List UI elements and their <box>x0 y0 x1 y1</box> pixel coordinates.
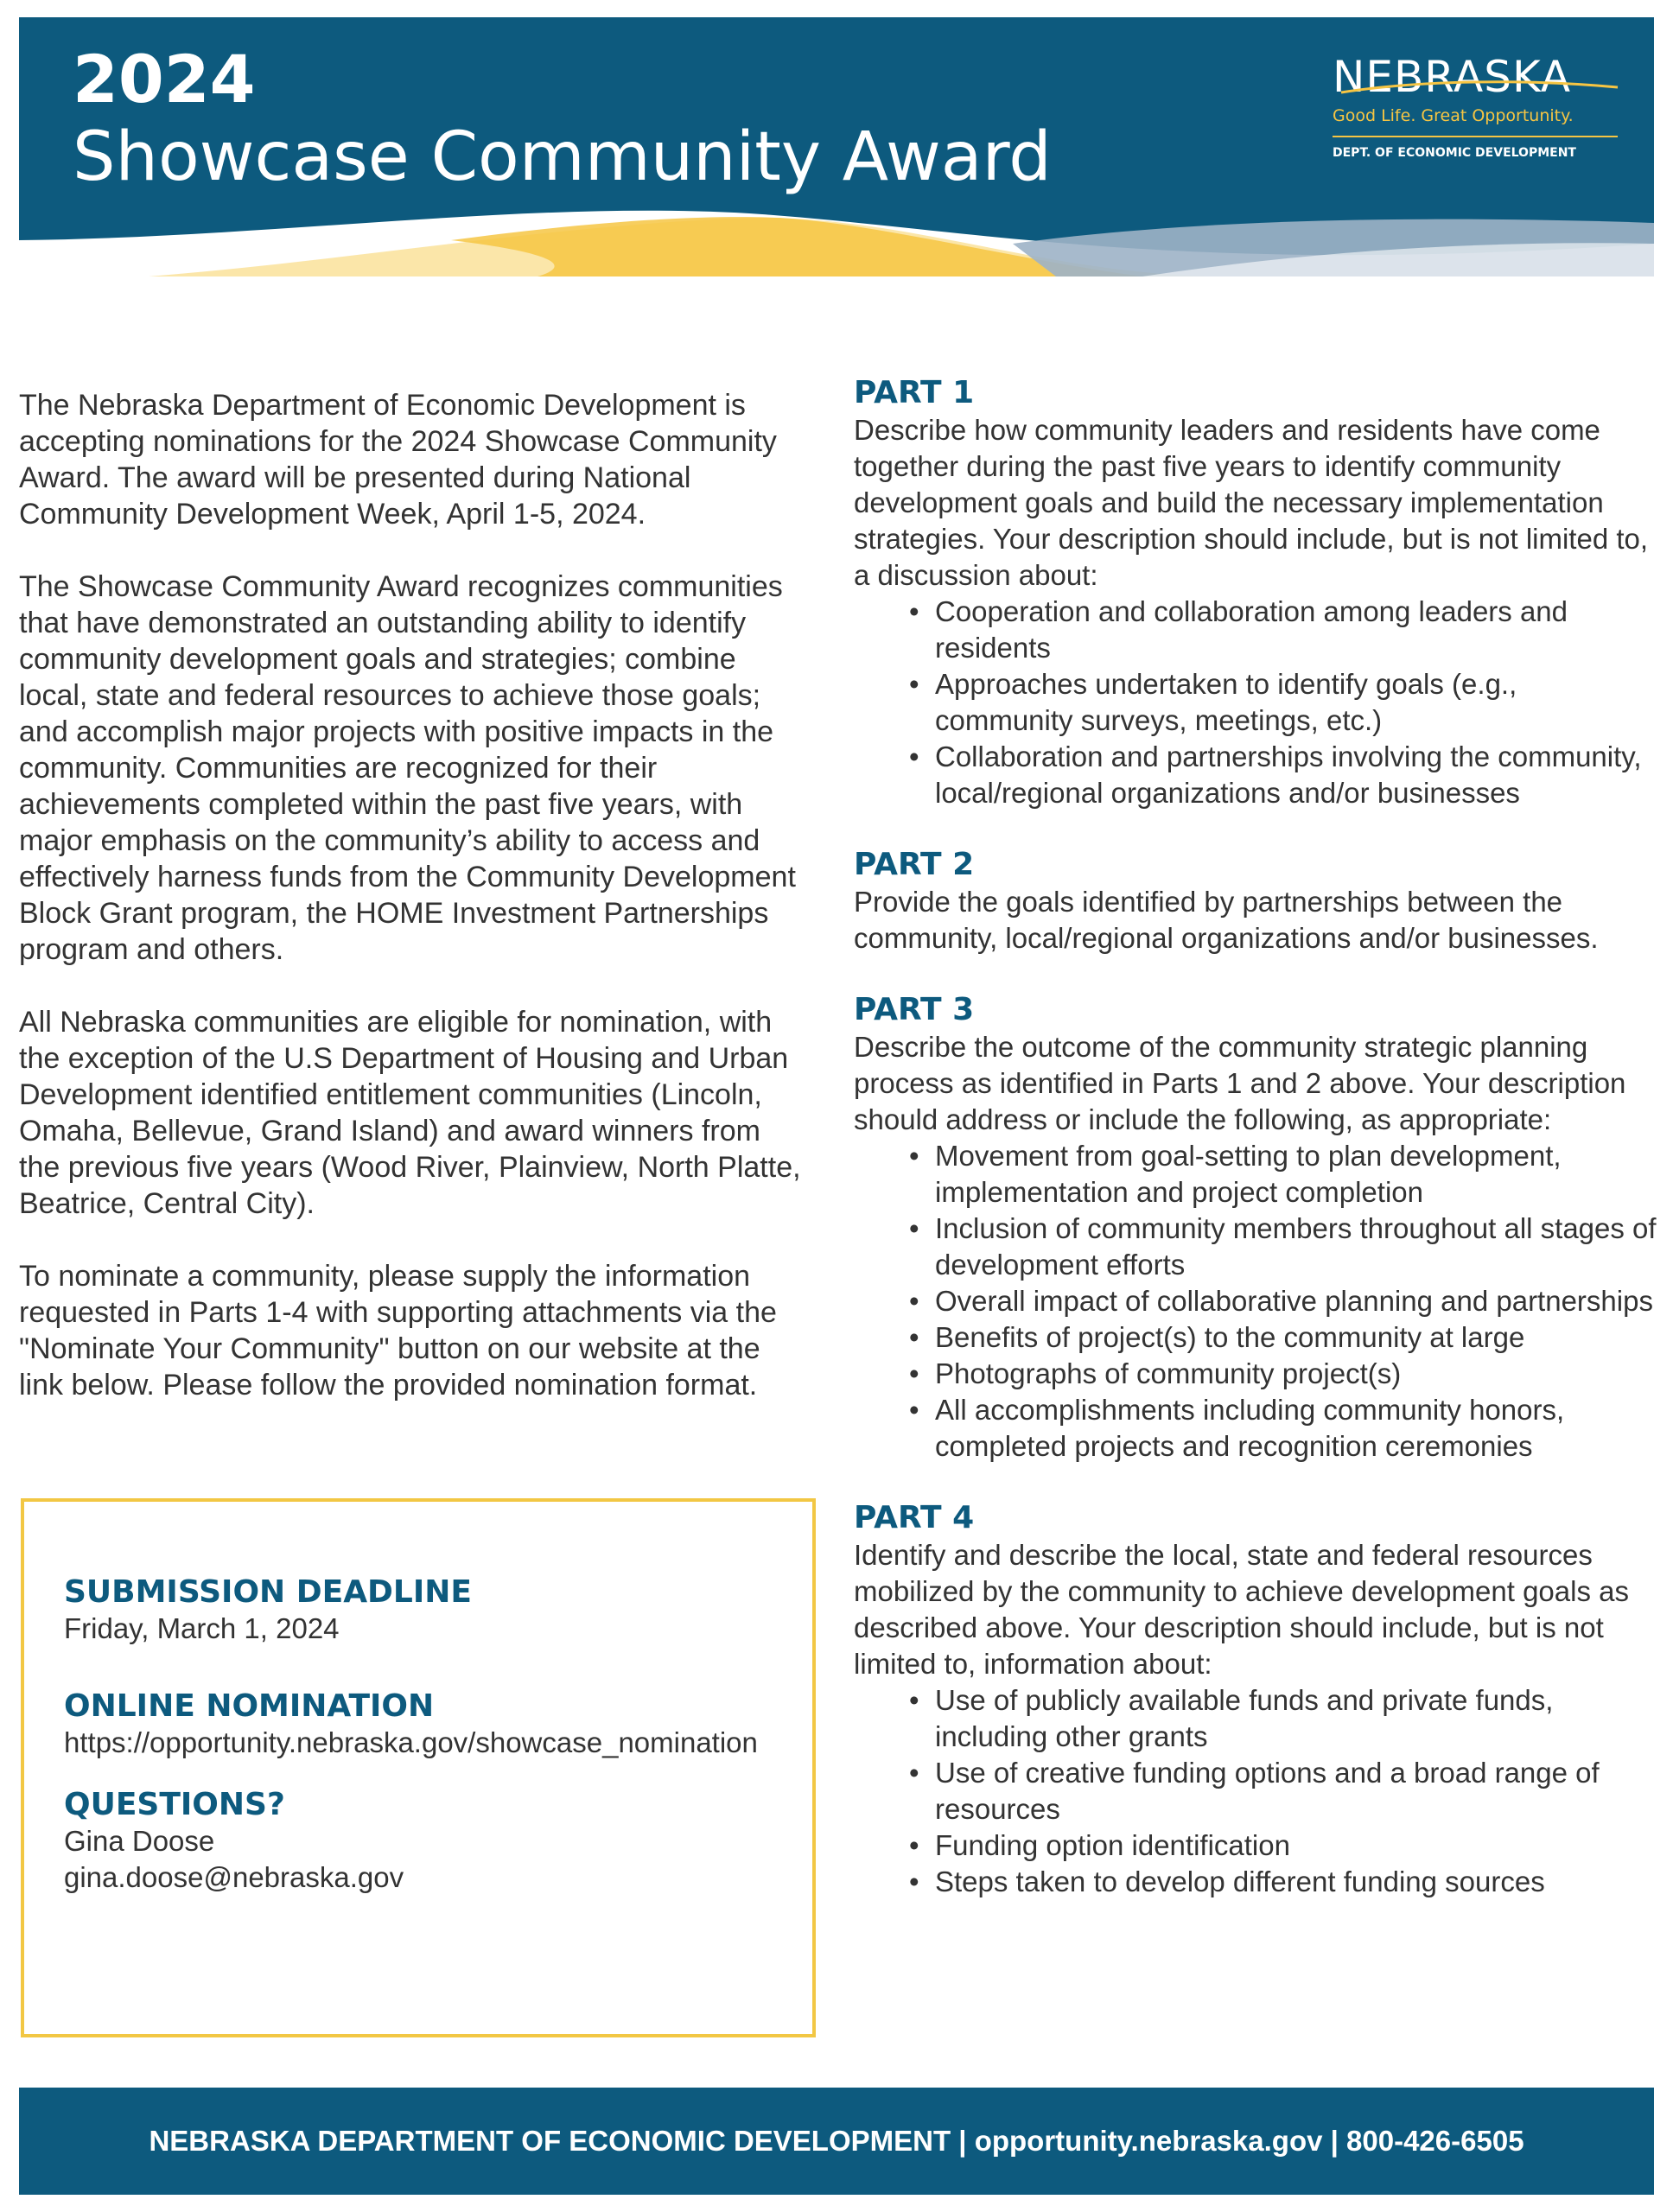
deadline-heading: SUBMISSION DEADLINE <box>64 1574 472 1610</box>
header-title: Showcase Community Award <box>73 118 1052 196</box>
list-item: • Cooperation and collaboration among leaders and residents <box>854 594 1657 666</box>
part-2-section <box>854 846 1657 957</box>
part-3-section <box>854 991 1657 1465</box>
part-1-section <box>854 374 1657 811</box>
submission-info-box <box>21 1498 816 2037</box>
list-item: • Inclusion of community members throughout all stages of development efforts <box>854 1211 1657 1283</box>
part-3-heading: PART 3 <box>854 992 975 1027</box>
intro-paragraph-4: To nominate a community, please supply the information requested in Parts 1-4 with supporting attachments via the "Nominate Your Community" button on our website at the link below. Please follow the provided nomination format. <box>19 1260 777 1402</box>
list-item: • Collaboration and partnerships involving the community, local/regional organizations and/or businesses <box>854 739 1657 811</box>
nebraska-logo <box>1333 54 1626 160</box>
contact-email[interactable]: gina.doose@nebraska.gov <box>64 1861 404 1893</box>
list-item: • Movement from goal-setting to plan development, implementation and project completion <box>854 1138 1657 1211</box>
list-item: • Photographs of community project(s) <box>854 1356 1657 1392</box>
list-item: • All accomplishments including community honors, completed projects and recognition ceremonies <box>854 1392 1657 1465</box>
contact-name: Gina Doose <box>64 1825 215 1857</box>
header-year: 2024 <box>73 41 256 118</box>
intro-paragraph-1: The Nebraska Department of Economic Development is accepting nominations for the 2024 Showcase Community Award. The award will be presented during National Community Development Week, April 1-5, 2024. <box>19 389 777 531</box>
parts-column <box>854 374 1657 1900</box>
intro-column <box>19 387 807 1440</box>
part-4-heading: PART 4 <box>854 1500 975 1535</box>
list-item: • Overall impact of collaborative planning and partnerships <box>854 1283 1657 1319</box>
part-3-body: Describe the outcome of the community strategic planning process as identified in Parts 1 and 2 above. Your description should address or include the following, as appropriate: <box>854 1031 1626 1135</box>
questions-heading: QUESTIONS? <box>64 1787 285 1822</box>
part-4-bullets <box>854 1682 1657 1900</box>
part-1-bullets <box>854 594 1657 811</box>
header-banner <box>19 17 1654 276</box>
logo-tagline: Good Life. Great Opportunity. <box>1333 106 1574 125</box>
list-item: • Approaches undertaken to identify goals (e.g., community surveys, meetings, etc.) <box>854 666 1657 739</box>
part-2-body: Provide the goals identified by partnerships between the community, local/regional organizations and/or businesses. <box>854 886 1599 954</box>
part-3-bullets <box>854 1138 1657 1465</box>
nomination-heading: ONLINE NOMINATION <box>64 1688 435 1724</box>
list-item: • Use of creative funding options and a broad range of resources <box>854 1755 1657 1827</box>
logo-divider <box>1333 136 1618 137</box>
deadline-value: Friday, March 1, 2024 <box>64 1612 340 1644</box>
intro-paragraph-2: The Showcase Community Award recognizes communities that have demonstrated an outstanding ability to identify community development goals and strategies; combine local, state and federal resources to achieve those goals; and accomplish major projects with positive impacts in the community. Communities are recognized for their achievements completed within the past five years, with major emphasis on the community’s ability to access and effectively harness funds from the Community Development Block Grant program, the HOME Investment Partnerships program and others. <box>19 570 796 966</box>
footer-text: NEBRASKA DEPARTMENT OF ECONOMIC DEVELOPMENT | opportunity.nebraska.gov | 800-426-6505 <box>149 2125 1524 2157</box>
list-item: • Steps taken to develop different funding sources <box>854 1864 1657 1900</box>
part-4-section <box>854 1499 1657 1900</box>
part-1-heading: PART 1 <box>854 375 975 410</box>
nomination-link[interactable]: https://opportunity.nebraska.gov/showcase_nomination <box>64 1726 758 1758</box>
footer-bar <box>19 2088 1654 2195</box>
part-1-body: Describe how community leaders and residents have come together during the past five years to identify community development goals and build the necessary implementation strategies. Your description should include, but is not limited to, a discussion about: <box>854 414 1649 591</box>
list-item: • Use of publicly available funds and private funds, including other grants <box>854 1682 1657 1755</box>
intro-paragraph-3: All Nebraska communities are eligible for nomination, with the exception of the U.S Department of Housing and Urban Development identified entitlement communities (Lincoln, Omaha, Bellevue, Grand Island) and award winners from the previous five years (Wood River, Plainview, North Platte, Beatrice, Central City). <box>19 1006 801 1220</box>
part-4-body: Identify and describe the local, state and federal resources mobilized by the community to achieve development goals as described above. Your description should include, but is not limited to, information about: <box>854 1539 1629 1680</box>
part-2-heading: PART 2 <box>854 847 975 882</box>
list-item: • Benefits of project(s) to the community at large <box>854 1319 1657 1356</box>
logo-name: NEBRASKA <box>1333 52 1572 102</box>
list-item: • Funding option identification <box>854 1827 1657 1864</box>
logo-dept: DEPT. OF ECONOMIC DEVELOPMENT <box>1333 146 1576 160</box>
